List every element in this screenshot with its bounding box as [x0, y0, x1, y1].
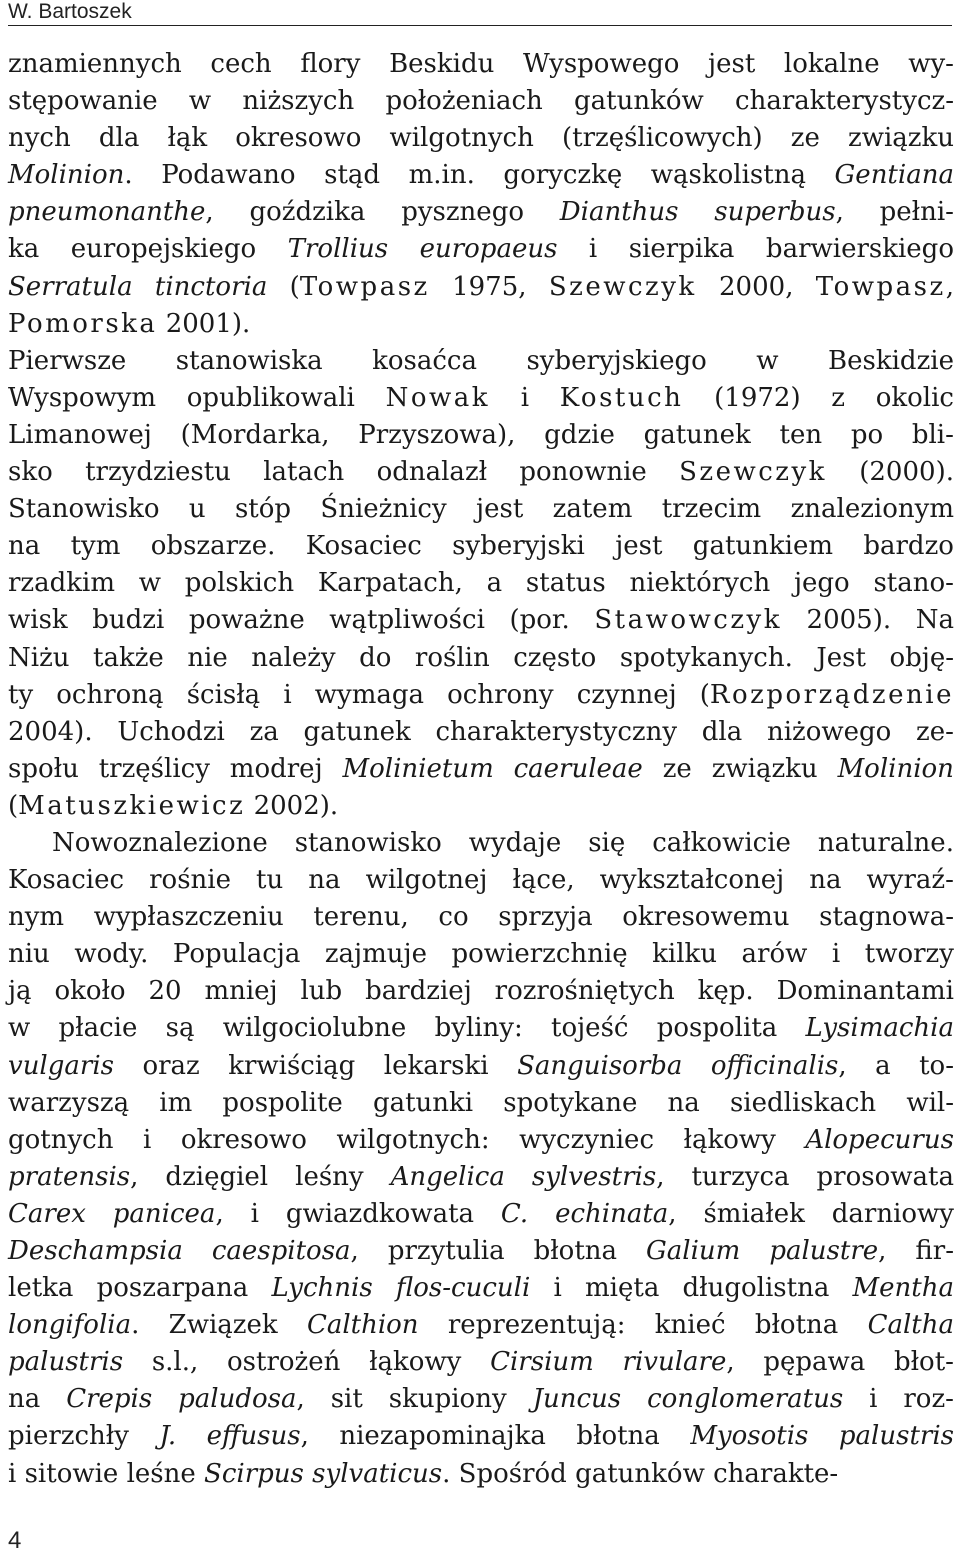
text-line: nych dla łąk okresowo wilgotnych (trzęślicowych) ze związku — [8, 123, 954, 154]
text-line: i sitowie leśne Scirpus sylvaticus. Spośród gatunków charakte- — [8, 1458, 839, 1489]
text-line: w płacie są wilgociolubne byliny: tojeść pospolita Lysimachia — [8, 1013, 954, 1044]
text-line: Pomorska 2001). — [8, 308, 251, 339]
page-number: 4 — [8, 1527, 22, 1554]
text-line: longifolia. Związek Calthion reprezentują: knieć błotna Caltha — [8, 1310, 954, 1341]
text-line: Pierwsze stanowiska kosaćca syberyjskiego w Beskidzie — [8, 345, 954, 376]
text-line: niu wody. Populacja zajmuje powierzchnię kilku arów i tworzy — [8, 939, 954, 970]
text-line: na tym obszarze. Kosaciec syberyjski jest gatunkiem bardzo — [8, 531, 954, 562]
text-line: pierzchły J. effusus, niezapominajka błotna Myosotis palustris — [8, 1421, 954, 1452]
text-line: społu trzęślicy modrej Molinietum caeruleae ze związku Molinion — [8, 753, 954, 784]
text-line: Niżu także nie należy do roślin często spotykanych. Jest obję- — [8, 642, 954, 673]
text-line: Carex panicea, i gwiazdkowata C. echinata, śmiałek darniowy — [8, 1198, 954, 1229]
header-author: W. Bartoszek — [8, 0, 132, 23]
body-text — [8, 46, 954, 1493]
text-line: Wyspowym opublikowali Nowak i Kostuch (1972) z okolic — [8, 382, 954, 413]
text-line: palustris s.l., ostrożeń łąkowy Cirsium rivulare, pępawa błot- — [8, 1347, 954, 1378]
text-line: Kosaciec rośnie tu na wilgotnej łące, wykształconej na wyraź- — [8, 865, 954, 896]
text-line: stępowanie w niższych położeniach gatunków charakterystycz- — [8, 86, 954, 117]
text-line: ty ochroną ścisłą i wymaga ochrony czynnej (Rozporządzenie — [8, 679, 954, 710]
text-line: Stanowisko u stóp Śnieżnicy jest zatem trzecim znalezionym — [8, 494, 954, 525]
text-line: Molinion. Podawano stąd m.in. goryczkę wąskolistną Gentiana — [8, 160, 954, 191]
text-line: Limanowej (Mordarka, Przyszowa), gdzie gatunek ten po bli- — [8, 419, 954, 450]
text-line: 2004). Uchodzi za gatunek charakterystyczny dla niżowego ze- — [8, 716, 954, 747]
text-line: Serratula tinctoria (Towpasz 1975, Szewczyk 2000, Towpasz, — [8, 271, 954, 302]
text-line: sko trzydziestu latach odnalazł ponownie Szewczyk (2000). — [8, 457, 954, 488]
text-line: ka europejskiego Trollius europaeus i sierpika barwierskiego — [8, 234, 954, 265]
text-line: (Matuszkiewicz 2002). — [8, 790, 339, 821]
text-line: Nowoznalezione stanowisko wydaje się całkowicie naturalne. — [52, 827, 954, 858]
text-line: warzyszą im pospolite gatunki spotykane na siedliskach wil- — [8, 1087, 954, 1118]
text-line: znamiennych cech flory Beskidu Wyspowego jest lokalne wy- — [8, 49, 954, 79]
text-line: na Crepis paludosa, sit skupiony Juncus conglomeratus i roz- — [8, 1384, 954, 1415]
text-line: ją około 20 mniej lub bardziej rozrośniętych kęp. Dominantami — [8, 976, 954, 1007]
text-line: wisk budzi poważne wątpliwości (por. Stawowczyk 2005). Na — [8, 605, 954, 636]
running-header — [8, 0, 952, 26]
text-line: vulgaris oraz krwiściąg lekarski Sanguisorba officinalis, a to- — [8, 1050, 954, 1081]
text-line: pneumonanthe, goździka pysznego Dianthus superbus, pełni- — [8, 197, 954, 228]
text-line: pratensis, dzięgiel leśny Angelica sylvestris, turzyca prosowata — [8, 1161, 954, 1192]
text-line: nym wypłaszczeniu terenu, co sprzyja okresowemu stagnowa- — [8, 902, 954, 933]
text-line: Deschampsia caespitosa, przytulia błotna Galium palustre, fir- — [8, 1236, 954, 1266]
text-line: letka poszarpana Lychnis flos-cuculi i mięta długolistna Mentha — [8, 1273, 954, 1304]
text-line: rzadkim w polskich Karpatach, a status niektórych jego stano- — [8, 568, 954, 599]
text-line: gotnych i okresowo wilgotnych: wyczyniec łąkowy Alopecurus — [8, 1124, 954, 1155]
